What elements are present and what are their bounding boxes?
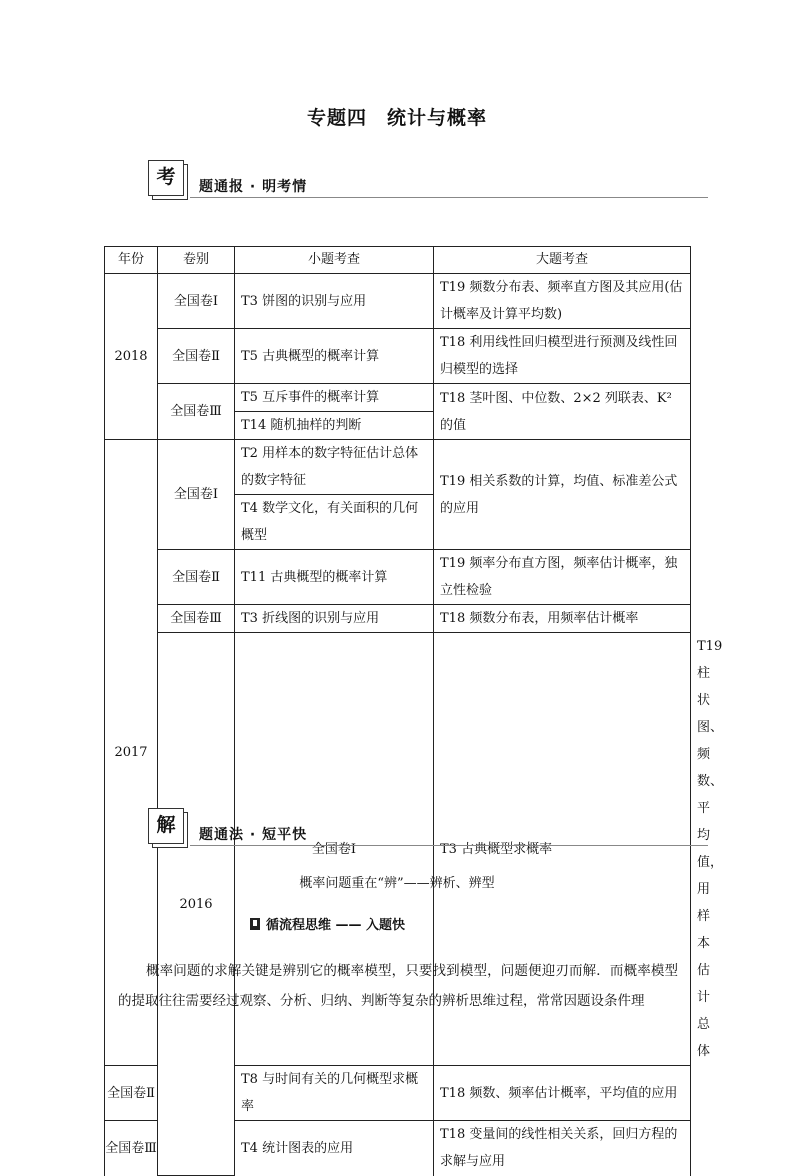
- paper-cell: 全国卷Ⅰ: [235, 633, 434, 1066]
- section-badge: [148, 808, 188, 848]
- section-badge: [148, 160, 188, 200]
- small-question-cell: T5 互斥事件的概率计算: [235, 384, 434, 412]
- header-big-questions: 大题考查: [434, 247, 691, 274]
- header-small-questions: 小题考查: [235, 247, 434, 274]
- big-question-cell: T19 频数分布表、频率直方图及其应用(估计概率及计算平均数): [434, 274, 691, 329]
- table-row: 2016 全国卷Ⅰ T3 古典概型求概率 T19 柱状图、频数、平均值，用样本估计总体: [105, 633, 691, 1066]
- section-divider: [190, 845, 708, 846]
- paper-cell: 全国卷Ⅱ: [105, 1066, 158, 1121]
- bullet-block-icon: [250, 918, 260, 930]
- small-question-cell: T8 与时间有关的几何概型求概率: [235, 1066, 434, 1121]
- big-question-cell: T18 利用线性回归模型进行预测及线性回归模型的选择: [434, 329, 691, 384]
- lead-sentence: 概率问题重在“辨”——辨析、辨型: [299, 876, 495, 891]
- year-cell: 2017: [105, 440, 158, 1066]
- paper-cell: 全国卷Ⅲ: [158, 384, 235, 440]
- header-year: 年份: [105, 247, 158, 274]
- paper-cell: 全国卷Ⅰ: [158, 274, 235, 329]
- table-row: [105, 329, 691, 384]
- page-title: 专题四 统计与概率: [306, 107, 487, 129]
- year-cell: 2016: [158, 633, 235, 1176]
- small-question-cell: T14 随机抽样的判断: [235, 412, 434, 440]
- header-paper: 卷别: [158, 247, 235, 274]
- section-divider: [190, 197, 708, 198]
- exam-statistics-table: [104, 246, 724, 1176]
- table-row: [105, 274, 691, 329]
- year-cell: 2018: [105, 274, 158, 440]
- section-label: 题通法 · 短平快: [199, 827, 308, 843]
- body-paragraph: 概率问题的求解关键是辨别它的概率模型，只要找到模型，问题便迎刃而解．而概率模型的提取往往需要经过观察、分析、归纳、判断等复杂的辨析思维过程，常常因题设条件理: [118, 963, 678, 1009]
- small-question-cell: T2 用样本的数字特征估计总体的数字特征: [235, 440, 434, 495]
- big-question-cell: T18 变量间的线性相关关系，回归方程的求解与应用: [434, 1121, 691, 1176]
- table-header-row: [105, 247, 691, 274]
- big-question-cell: T19 频率分布直方图，频率估计概率，独立性检验: [434, 550, 691, 605]
- paper-cell: 全国卷Ⅲ: [105, 1121, 158, 1176]
- table-row: [105, 605, 691, 633]
- subheading: [250, 914, 405, 933]
- table-row: [105, 440, 691, 495]
- paper-cell: 全国卷Ⅱ: [158, 550, 235, 605]
- section-header-method: [148, 808, 708, 850]
- small-question-cell: T3 古典概型求概率: [434, 633, 691, 1066]
- paper-cell: 全国卷Ⅱ: [158, 329, 235, 384]
- section-label: 题通报 · 明考情: [199, 179, 308, 195]
- section-header-exam: [148, 160, 708, 202]
- table-row: [105, 550, 691, 605]
- small-question-cell: T3 饼图的识别与应用: [235, 274, 434, 329]
- section-badge-char: 解: [156, 814, 176, 836]
- small-question-cell: T5 古典概型的概率计算: [235, 329, 434, 384]
- table-row: [105, 384, 691, 412]
- big-question-cell: T18 茎叶图、中位数、2×2 列联表、K² 的值: [434, 384, 691, 440]
- paper-cell: 全国卷Ⅲ: [158, 605, 235, 633]
- small-question-cell: T4 数学文化，有关面积的几何概型: [235, 495, 434, 550]
- small-question-cell: T3 折线图的识别与应用: [235, 605, 434, 633]
- big-question-cell: T19 相关系数的计算，均值、标准差公式的应用: [434, 440, 691, 550]
- small-question-cell: T4 统计图表的应用: [235, 1121, 434, 1176]
- paper-cell: 全国卷Ⅰ: [158, 440, 235, 550]
- small-question-cell: T11 古典概型的概率计算: [235, 550, 434, 605]
- subheading-text: 循流程思维 —— 入题快: [266, 918, 406, 933]
- big-question-cell: T18 频数分布表，用频率估计概率: [434, 605, 691, 633]
- section-badge-char: 考: [156, 166, 176, 188]
- big-question-cell: T18 频数、频率估计概率，平均值的应用: [434, 1066, 691, 1121]
